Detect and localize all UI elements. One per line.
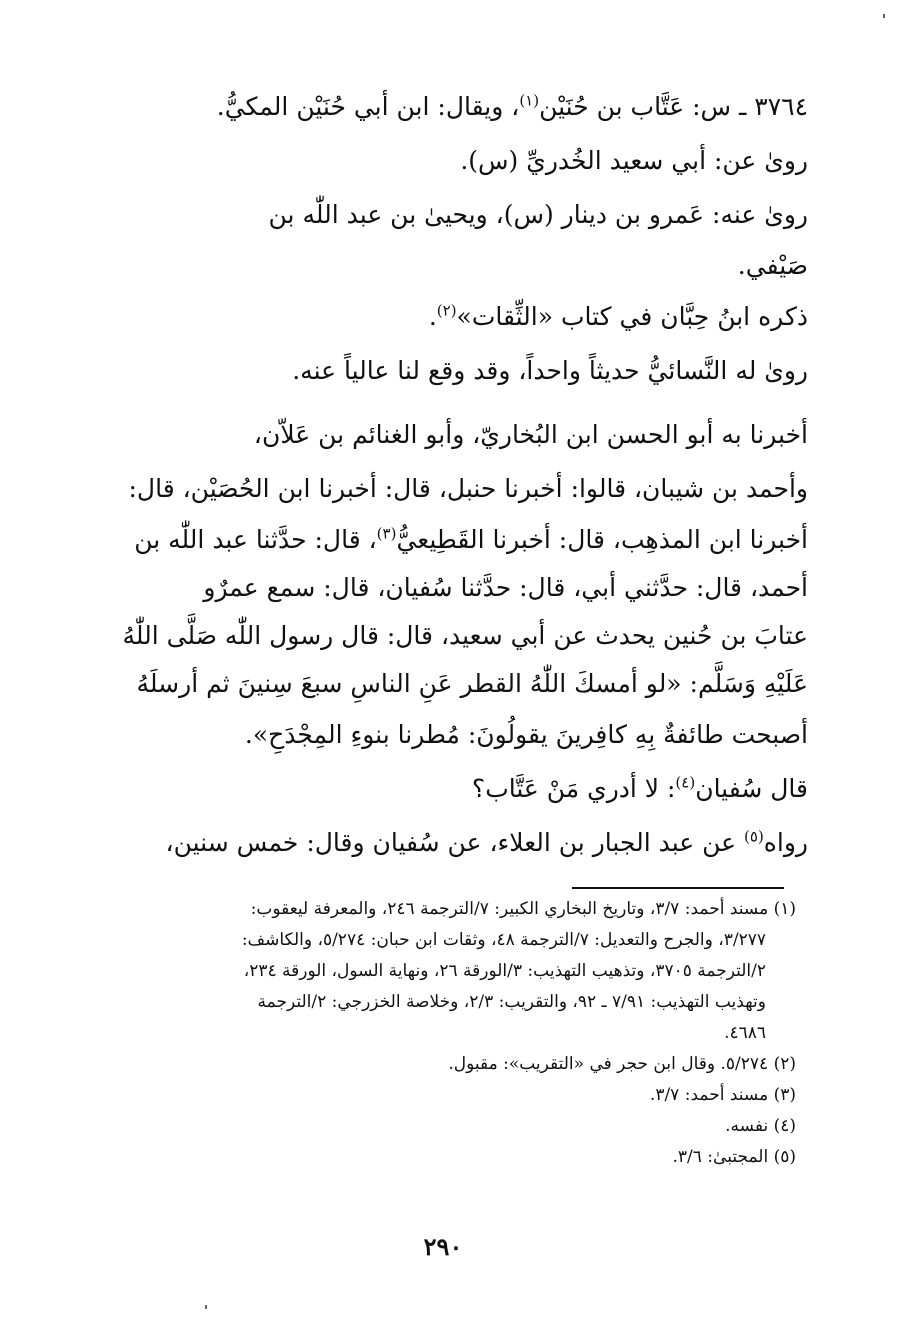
footnote-line: (٥) المجتبىٰ: ٣/٦. <box>672 1147 796 1167</box>
footnote-line: وتهذيب التهذيب: ٧/٩١ ـ ٩٢، والتقريب: ٢/٣، وخلاصة الخزرجي: ٢/الترجمة <box>257 992 766 1012</box>
text-line: عتابَ بن حُنين يحدث عن أبي سعيد، قال: قال رسول اللّٰه صَلَّى اللّٰهُ <box>122 621 808 650</box>
text-line: عَلَيْهِ وَسَلَّم: «لو أمسكَ اللّٰهُ القطر عَنِ الناسِ سبعَ سِنينَ ثم أرسلَهُ <box>136 669 808 698</box>
text-line: ذكره ابنُ حِبَّان في كتاب «الثِّقات»$^{(٢)}$. <box>428 301 808 331</box>
footnote-divider <box>572 887 784 889</box>
footnote-line: ٣/٢٧٧، والجرح والتعديل: ٧/الترجمة ٤٨، وثقات ابن حبان: ٥/٢٧٤، والكاشف: <box>241 930 766 950</box>
text-line: صَيْفي. <box>737 251 808 280</box>
text-line: قال سُفيان$^{(٤)}$: لا أدري مَنْ عَتَّاب؟ <box>471 773 808 803</box>
footnote-line: (٤) نفسه. <box>725 1116 796 1136</box>
footnote-line: (١) مسند أحمد: ٣/٧، وتاريخ البخاري الكبير: ٧/الترجمة ٢٤٦، والمعرفة ليعقوب: <box>250 899 796 919</box>
text-line: رواه$^{(٥)}$ عن عبد الجبار بن العلاء، عن سُفيان وقال: خمس سنين، <box>165 827 808 857</box>
footnotes-section <box>96 894 796 1173</box>
footnote-marker[interactable]: (٣) <box>376 524 397 543</box>
main-text-body <box>96 80 808 870</box>
footnote-marker[interactable]: (١) <box>519 91 540 110</box>
text-line: روىٰ عنه: عَمرو بن دينار (س)، ويحيىٰ بن عبد اللّٰه بن <box>268 200 808 229</box>
text-line: وأحمد بن شيبان، قالوا: أخبرنا حنبل، قال: أخبرنا ابن الحُصَيْن، قال: <box>128 474 808 503</box>
text-line: روىٰ عن: أبي سعيد الخُدريِّ (س). <box>460 146 808 175</box>
footnote-marker[interactable]: (٢) <box>436 301 457 320</box>
footnote-line: ٤٦٨٦. <box>724 1023 766 1043</box>
text-line: روىٰ له النَّسائيُّ حديثاً واحداً، وقد وقع لنا عالياً عنه. <box>292 356 808 385</box>
text-line: أخبرنا به أبو الحسن ابن البُخاريّ، وأبو الغنائم بن عَلاّن، <box>253 420 808 449</box>
footnote-line: (٢) ٥/٢٧٤. وقال ابن حجر في «التقريب»: مقبول. <box>448 1054 796 1074</box>
page-number: ٢٩٠ <box>423 1232 463 1261</box>
text-line: أحمد، قال: حدَّثني أبي، قال: حدَّثنا سُفيان، قال: سمع عمرٌو <box>203 573 808 602</box>
scan-speck <box>205 1305 207 1309</box>
text-line: أخبرنا ابن المذهِب، قال: أخبرنا القَطِيعيُّ$^{(٣)}$، قال: حدَّثنا عبد اللّٰه بن <box>134 524 808 554</box>
footnote-line: (٣) مسند أحمد: ٣/٧. <box>649 1085 796 1105</box>
text-line: أصبحت طائفةٌ بِهِ كافِرينَ يقولُونَ: مُطرنا بنوءِ المِجْدَحِ». <box>244 720 808 749</box>
footnote-line: ٢/الترجمة ٣٧٠٥، وتذهيب التهذيب: ٣/الورقة ٢٦، ونهاية السول، الورقة ٢٣٤، <box>243 961 766 981</box>
text-line: ٣٧٦٤ ـ س: عَتَّاب بن حُنَيْن$^{(١)}$، ويقال: ابن أبي حُنَيْن المكيُّ. <box>216 91 808 121</box>
footnote-marker[interactable]: (٤) <box>675 773 696 792</box>
scan-speck <box>883 14 885 18</box>
footnote-marker[interactable]: (٥) <box>744 827 764 846</box>
